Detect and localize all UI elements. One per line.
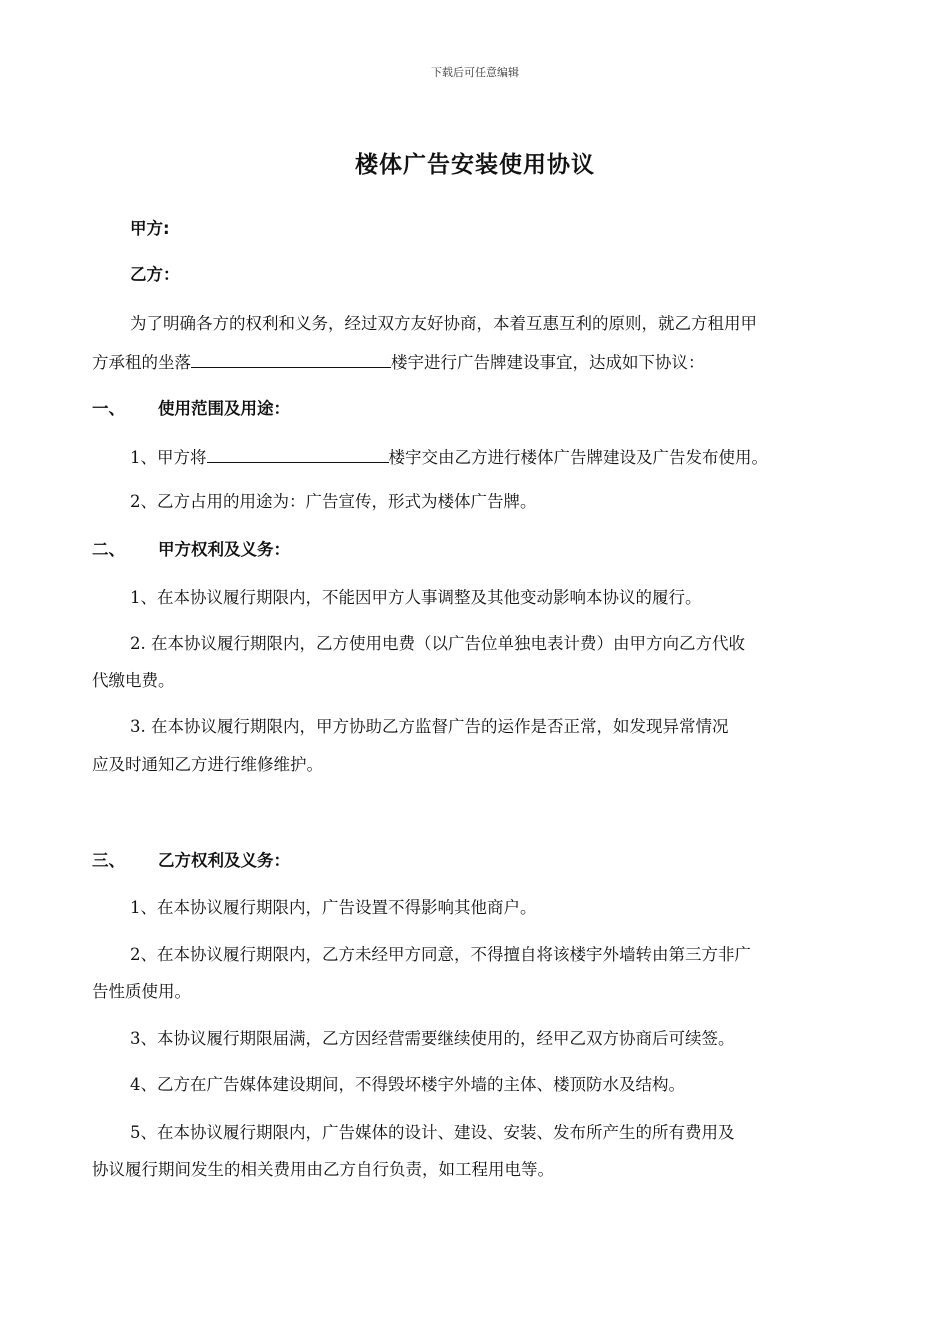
intro-text-after-blank: 楼宇进行广告牌建设事宜，达成如下协议： bbox=[391, 353, 705, 372]
section-3-item-5-line-1: 5、在本协议履行期限内，广告媒体的设计、建设、安装、发布所产生的所有费用及 bbox=[130, 1123, 735, 1142]
intro-text-before-blank: 方承租的坐落 bbox=[92, 353, 191, 372]
section-2-item-2-line-1: 2. 在本协议履行期限内，乙方使用电费（以广告位单独电表计费）由甲方向乙方代收 bbox=[130, 634, 745, 653]
location-blank-line bbox=[191, 349, 391, 368]
intro-line-1: 为了明确各方的权利和义务，经过双方友好协商，本着互惠互利的原则，就乙方租用甲 bbox=[130, 314, 757, 333]
section-1-heading bbox=[92, 398, 290, 420]
section-1-item-1 bbox=[130, 444, 768, 469]
document-title: 楼体广告安装使用协议 bbox=[355, 152, 595, 178]
section-3-number: 三、 bbox=[92, 851, 125, 870]
section-1-item-2: 2、乙方占用的用途为：广告宣传，形式为楼体广告牌。 bbox=[130, 492, 537, 511]
section-1-number: 一、 bbox=[92, 399, 125, 418]
section-3-item-5-line-2: 协议履行期间发生的相关费用由乙方自行负责，如工程用电等。 bbox=[92, 1160, 554, 1179]
building-blank-line bbox=[207, 444, 389, 463]
item-text-before-blank: 1、甲方将 bbox=[130, 448, 207, 467]
section-3-item-2-line-1: 2、在本协议履行期限内，乙方未经甲方同意，不得擅自将该楼宇外墙转由第三方非广 bbox=[130, 945, 751, 964]
section-3-item-4: 4、乙方在广告媒体建设期间，不得毁坏楼宇外墙的主体、楼顶防水及结构。 bbox=[130, 1075, 685, 1094]
section-3-item-2-line-2: 告性质使用。 bbox=[92, 982, 191, 1001]
section-2-heading bbox=[92, 539, 290, 561]
section-2-title: 甲方权利及义务： bbox=[158, 540, 290, 559]
party-a-label: 甲方: bbox=[130, 219, 170, 238]
section-3-item-1: 1、在本协议履行期限内，广告设置不得影响其他商户。 bbox=[130, 898, 537, 917]
header-note: 下载后可任意编辑 bbox=[431, 66, 519, 79]
party-b-label: 乙方： bbox=[130, 265, 180, 284]
item-text-after-blank: 楼宇交由乙方进行楼体广告牌建设及广告发布使用。 bbox=[388, 448, 768, 467]
section-2-item-3-line-1: 3. 在本协议履行期限内，甲方协助乙方监督广告的运作是否正常，如发现异常情况 bbox=[130, 717, 729, 736]
section-1-title: 使用范围及用途： bbox=[158, 399, 290, 418]
section-2-item-2-line-2: 代缴电费。 bbox=[92, 671, 175, 690]
section-2-item-3-line-2: 应及时通知乙方进行维修维护。 bbox=[92, 755, 323, 774]
section-3-title: 乙方权利及义务： bbox=[158, 851, 290, 870]
intro-line-2 bbox=[92, 349, 705, 374]
section-2-item-1: 1、在本协议履行期限内，不能因甲方人事调整及其他变动影响本协议的履行。 bbox=[130, 588, 702, 607]
section-2-number: 二、 bbox=[92, 540, 125, 559]
section-3-item-3: 3、本协议履行期限届满，乙方因经营需要继续使用的，经甲乙双方协商后可续签。 bbox=[130, 1029, 735, 1048]
section-3-heading bbox=[92, 850, 290, 872]
